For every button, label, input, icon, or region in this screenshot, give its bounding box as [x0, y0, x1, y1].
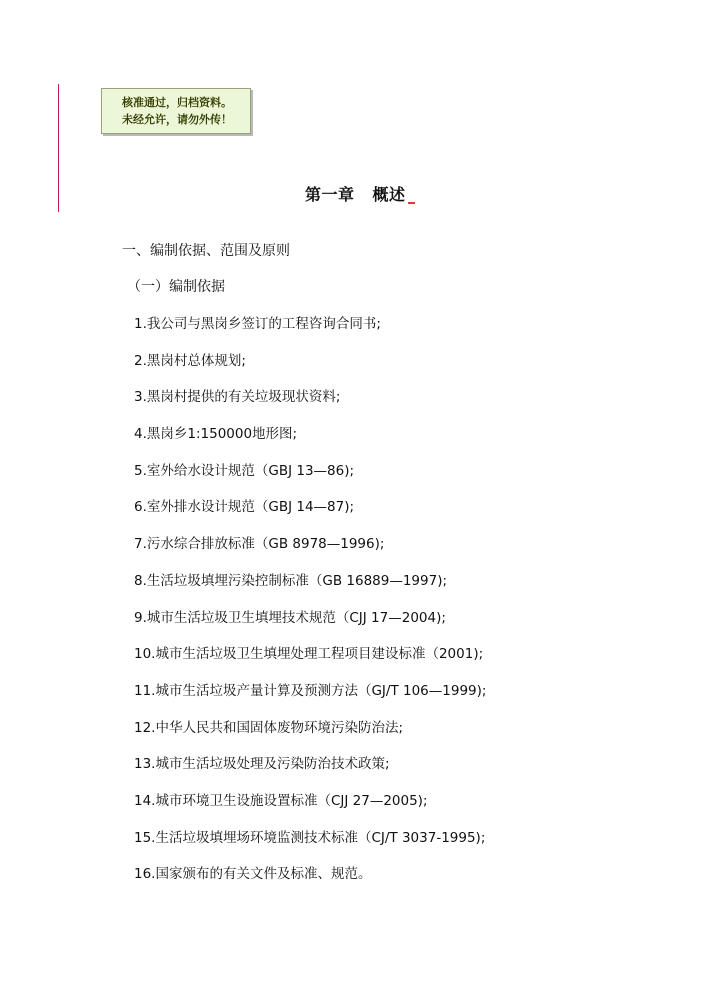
basis-item-4: 4.黑岗乡1:150000地形图; [134, 426, 298, 443]
text-cursor [408, 202, 415, 204]
basis-item-8: 8.生活垃圾填埋污染控制标准（GB 16889—1997); [134, 572, 448, 589]
basis-item-10: 10.城市生活垃圾卫生填埋处理工程项目建设标准（2001); [134, 646, 484, 663]
archive-stamp [101, 88, 251, 134]
basis-item-2: 2.黑岗村总体规划; [134, 352, 246, 369]
section-heading: 一、编制依据、范围及原则 [122, 243, 290, 259]
basis-item-15: 15.生活垃圾填埋场环境监测技术标准（CJ/T 3037-1995); [134, 829, 486, 846]
basis-item-14: 14.城市环境卫生设施设置标准（CJJ 27—2005); [134, 792, 428, 809]
chapter-name: 概述 [372, 185, 406, 204]
basis-item-5: 5.室外给水设计规范（GBJ 13—86); [134, 462, 355, 479]
basis-list [134, 315, 486, 902]
basis-item-16: 16.国家颁布的有关文件及标准、规范。 [134, 866, 372, 883]
basis-item-6: 6.室外排水设计规范（GBJ 14—87); [134, 499, 355, 516]
basis-item-1: 1.我公司与黑岗乡签订的工程咨询合同书; [134, 316, 381, 332]
basis-item-7: 7.污水综合排放标准（GB 8978—1996); [134, 536, 385, 553]
stamp-line-1: 核准通过，归档资料。 [122, 96, 232, 109]
basis-item-12: 12.中华人民共和国固体废物环境污染防治法; [134, 719, 404, 736]
basis-item-11: 11.城市生活垃圾产量计算及预测方法（GJ/T 106—1999); [134, 682, 487, 699]
basis-item-3: 3.黑岗村提供的有关垃圾现状资料; [134, 389, 341, 406]
subsection-heading: （一）编制依据 [127, 279, 225, 295]
basis-item-13: 13.城市生活垃圾处理及污染防治技术政策; [134, 756, 390, 773]
margin-line [58, 84, 59, 212]
chapter-number: 第一章 [305, 185, 355, 204]
basis-item-9: 9.城市生活垃圾卫生填埋技术规范（CJJ 17—2004); [134, 609, 446, 626]
stamp-line-2: 未经允许，请勿外传！ [122, 113, 232, 126]
chapter-title [305, 182, 415, 205]
